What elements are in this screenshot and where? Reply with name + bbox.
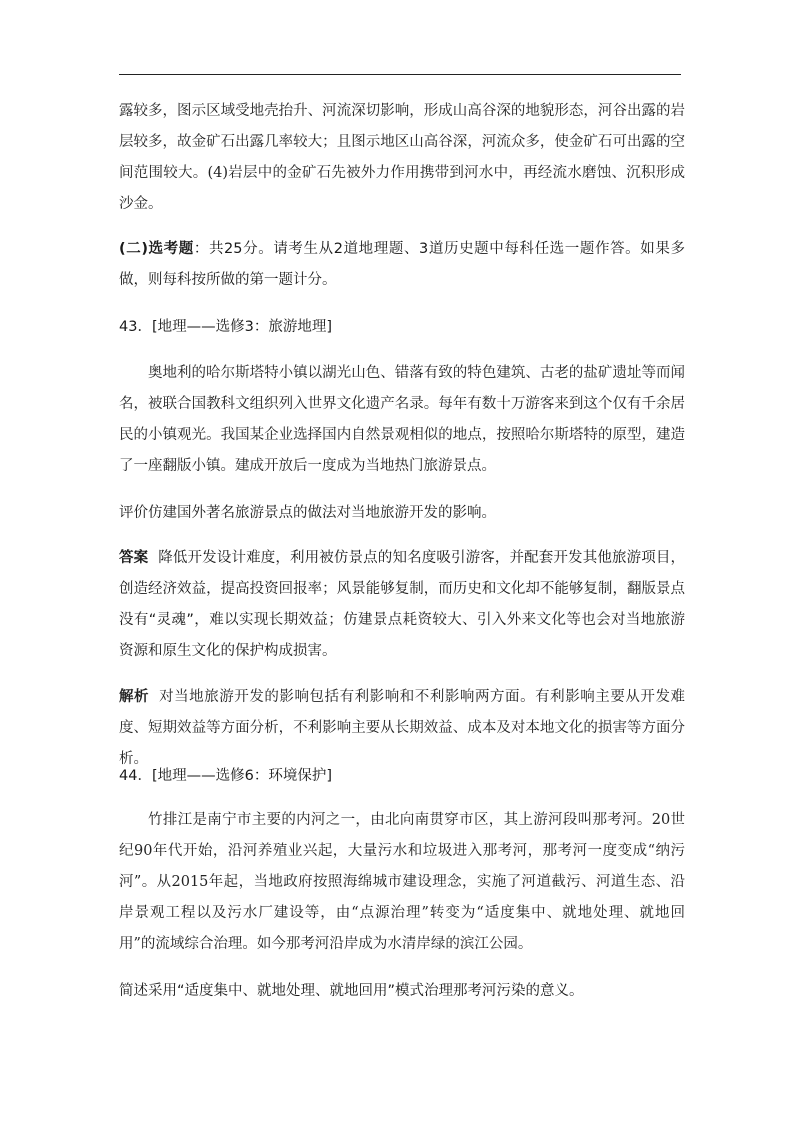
section-text: ：共25分。请考生从2道地理题、3道历史题中每科任选一题作答。如果多做，则每科按所做的第一题计分。 (119, 241, 685, 288)
answer-label: 答案 (119, 550, 149, 566)
answer-text: 降低开发设计难度，利用被仿景点的知名度吸引游客，并配套开发其他旅游项目，创造经济效益，提高投资回报率；风景能够复制，而历史和文化却不能够复制，翻版景点没有“灵魂”，难以实现长期效益；仿建景点耗资较大、引入外来文化等也会对当地旅游资源和原生文化的保护构成损害。 (119, 550, 686, 659)
section-title: (二)选考题 (119, 241, 194, 257)
q43-question: 评价仿建国外著名旅游景点的做法对当地旅游开发的影响。 (119, 505, 496, 521)
q43-heading: 43．[地理——选修3：旅游地理] (119, 319, 332, 335)
section-instructions (119, 234, 685, 296)
q44-material: 竹排江是南宁市主要的内河之一，由北向南贯穿市区，其上游河段叫那考河。20世纪90年代开始，沿河养殖业兴起，大量污水和垃圾进入那考河，那考河一度变成“纳污河”。从2015年起，当地政府按照海绵城市建设理念，实施了河道截污、河道生态、沿岸景观工程以及污水厂建设等，由“点源治理”转变为“适度集中、就地处理、就地回用”的流域综合治理。如今那考河沿岸成为水清岸绿的滨江公园。 (119, 812, 685, 952)
analysis-text: 对当地旅游开发的影响包括有利影响和不利影响两方面。有利影响主要从开发难度、短期效益等方面分析，不利影响主要从长期效益、成本及对本地文化的损害等方面分析。 (119, 689, 686, 767)
header-rule (119, 74, 681, 75)
q43-answer (119, 543, 685, 667)
analysis-label: 解析 (119, 689, 150, 705)
continuation-paragraph: 露较多，图示区域受地壳抬升、河流深切影响，形成山高谷深的地貌形态，河谷出露的岩层较多，故金矿石出露几率较大；且图示地区山高谷深，河流众多，使金矿石可出露的空间范围较大。(4)岩层中的金矿石先被外力作用携带到河水中，再经流水磨蚀、沉积形成沙金。 (119, 103, 685, 212)
q44-heading: 44．[地理——选修6：环境保护] (119, 768, 332, 784)
q43-material: 奥地利的哈尔斯塔特小镇以湖光山色、错落有致的特色建筑、古老的盐矿遗址等而闻名，被联合国教科文组织列入世界文化遗产名录。每年有数十万游客来到这个仅有千余居民的小镇观光。我国某企业选择国内自然景观相似的地点，按照哈尔斯塔特的原型，建造了一座翻版小镇。建成开放后一度成为当地热门旅游景点。 (119, 365, 685, 474)
q44-question: 简述采用“适度集中、就地处理、就地回用”模式治理那考河污染的意义。 (119, 983, 584, 999)
